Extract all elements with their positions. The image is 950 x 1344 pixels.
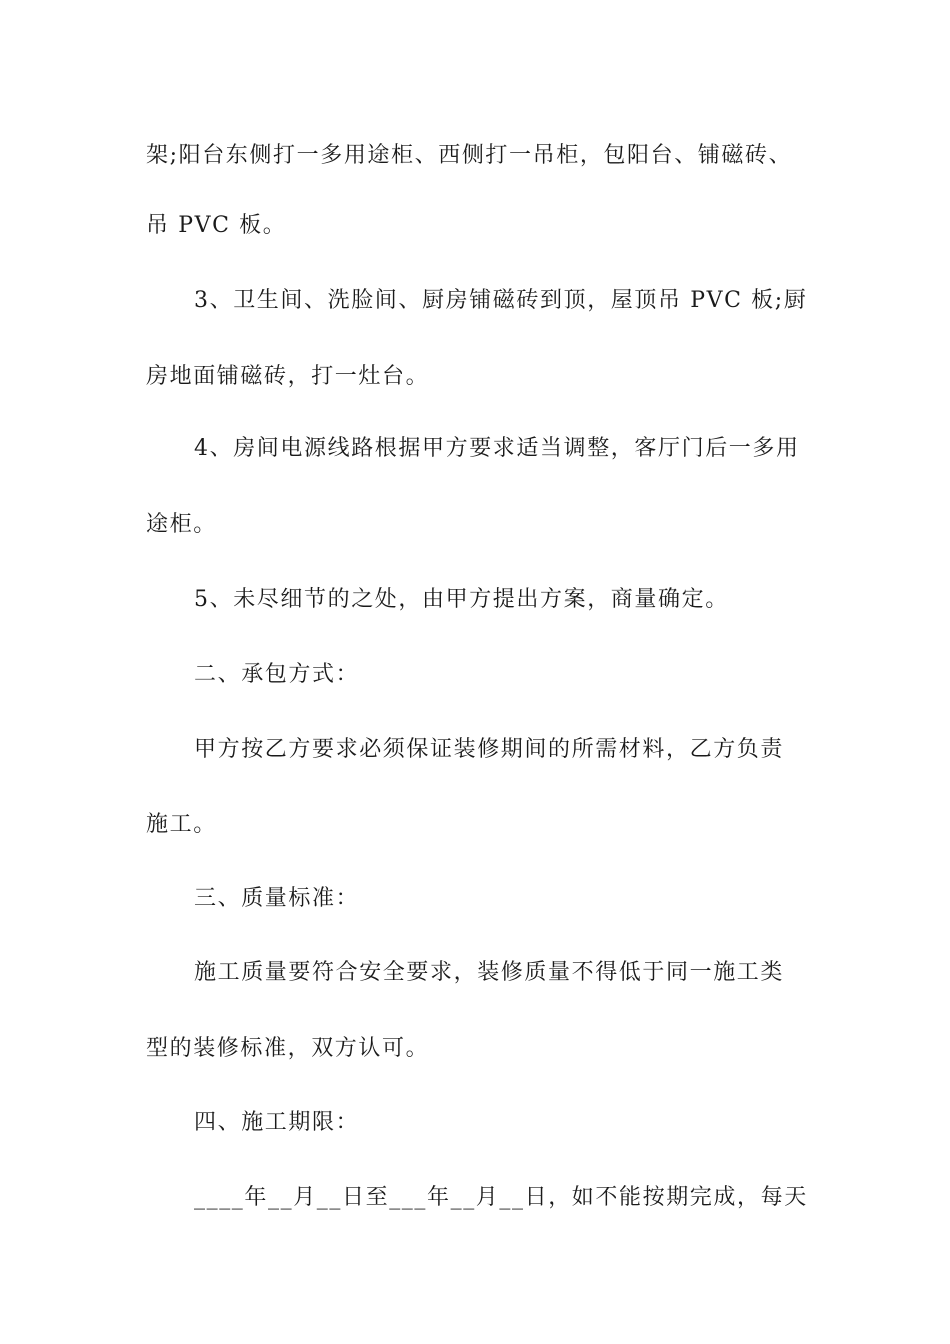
section-heading: 四、施工期限： xyxy=(194,1110,360,1135)
text-line: 施工质量要符合安全要求，装修质量不得低于同一施工类 xyxy=(194,960,785,985)
section-heading: 二、承包方式： xyxy=(194,662,360,687)
text-line: 4、房间电源线路根据甲方要求适当调整，客厅门后一多用 xyxy=(194,436,800,461)
text-line: 型的装修标准，双方认可。 xyxy=(146,1036,430,1061)
section-heading: 三、质量标准： xyxy=(194,886,360,911)
text-line: ____年__月__日至___年__月__日，如不能按期完成，每天 xyxy=(194,1185,808,1210)
text-line: 甲方按乙方要求必须保证装修期间的所需材料，乙方负责 xyxy=(194,737,785,762)
text-line: 5、未尽细节的之处，由甲方提出方案，商量确定。 xyxy=(194,587,729,612)
text-line: 3、卫生间、洗脸间、厨房铺磁砖到顶，屋顶吊 PVC 板;厨 xyxy=(194,288,808,313)
text-line: 架;阳台东侧打一多用途柜、西侧打一吊柜，包阳台、铺磁砖、 xyxy=(146,143,793,168)
text-line: 吊 PVC 板。 xyxy=(146,213,287,238)
text-line: 房地面铺磁砖，打一灶台。 xyxy=(146,364,430,389)
text-line: 途柜。 xyxy=(146,512,217,537)
text-line: 施工。 xyxy=(146,812,217,837)
